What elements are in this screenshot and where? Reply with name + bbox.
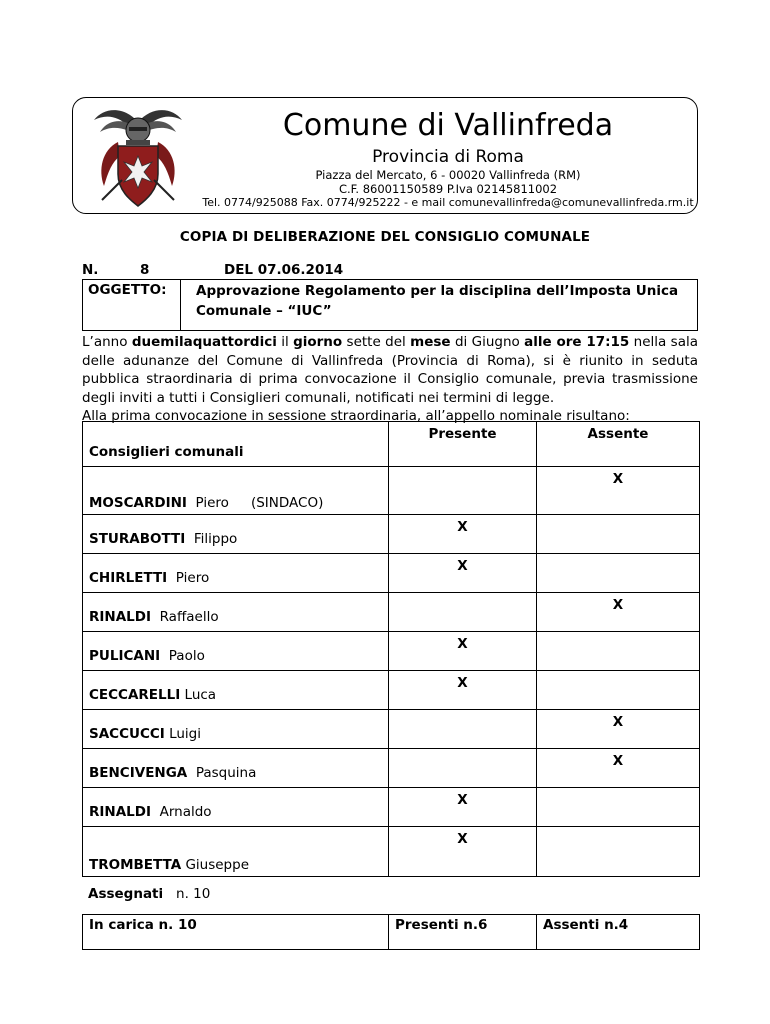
present-cell: X — [389, 827, 537, 877]
surname: RINALDI — [89, 804, 151, 820]
present-cell: X — [389, 788, 537, 827]
absent-cell — [537, 827, 700, 877]
table-row — [83, 467, 700, 515]
table-row — [83, 515, 700, 554]
first-name: Raffaello — [159, 609, 219, 625]
crest-icon — [88, 100, 188, 212]
in-carica-cell: In carica n. 10 — [83, 915, 389, 950]
comune-title: Comune di Vallinfreda — [282, 108, 614, 143]
councillor-name — [83, 827, 389, 877]
first-name: Piero — [175, 570, 210, 586]
surname: MOSCARDINI — [89, 494, 187, 511]
surname: CHIRLETTI — [89, 570, 168, 586]
assenti-cell: Assenti n.4 — [537, 915, 700, 950]
present-cell: X — [389, 515, 537, 554]
present-cell — [389, 710, 537, 749]
councillor-name — [83, 671, 389, 710]
absent-cell — [537, 632, 700, 671]
text-span: il — [276, 334, 294, 350]
surname: BENCIVENGA — [89, 765, 188, 781]
roll-call-intro: Alla prima convocazione in sessione straordinaria, all’appello nominale risultano: — [82, 408, 630, 424]
councillor-name — [83, 788, 389, 827]
text-span: nella sala delle adunanze del Comune di Vallinfreda (Provincia di Roma), si è riunito in seduta pubblica straordinaria di prima convocazione il Consiglio comunale, previa trasmissione degli inviti a tutti i Consiglieri comunali, notificati nei termini di legge. — [82, 334, 698, 406]
surname: RINALDI — [89, 609, 151, 625]
table-row — [83, 593, 700, 632]
councillor-name — [83, 749, 389, 788]
contacts-line: Tel. 0774/925088 Fax. 0774/925222 - e mail comunevallinfreda@comunevallinfreda.rm.it — [202, 196, 694, 209]
summary-row — [83, 915, 700, 950]
summary-table — [82, 914, 700, 950]
assegnati-label: Assegnati — [88, 886, 164, 902]
present-cell — [389, 593, 537, 632]
absent-cell: X — [537, 593, 700, 632]
absent-cell — [537, 671, 700, 710]
absent-cell: X — [537, 749, 700, 788]
body-text — [82, 333, 698, 426]
absent-cell — [537, 515, 700, 554]
col-header-absent: Assente — [537, 422, 700, 467]
address-line: Piazza del Mercato, 6 - 00020 Vallinfreda (RM) — [315, 168, 581, 182]
mese-text: mese — [410, 334, 451, 350]
present-cell: X — [389, 554, 537, 593]
first-name: Paolo — [168, 648, 205, 664]
col-header-name: Consiglieri comunali — [83, 422, 389, 467]
table-header-row — [83, 422, 700, 467]
table-row — [83, 749, 700, 788]
surname: STURABOTTI — [89, 531, 186, 547]
councillor-name — [83, 554, 389, 593]
table-row — [83, 671, 700, 710]
surname: TROMBETTA — [89, 856, 182, 873]
first-name: Piero — [195, 494, 229, 511]
document-title: COPIA DI DELIBERAZIONE DEL CONSIGLIO COMUNALE — [179, 229, 591, 245]
text-span: L’anno — [82, 334, 132, 350]
role: (SINDACO) — [250, 494, 324, 511]
body-paragraph — [82, 333, 698, 407]
col-header-present: Presente — [389, 422, 537, 467]
provincia-subtitle: Provincia di Roma — [372, 147, 524, 167]
deliberation-date: DEL 07.06.2014 — [224, 262, 344, 278]
first-name: Filippo — [193, 531, 238, 547]
first-name: Luca — [184, 687, 217, 703]
first-name: Giuseppe — [185, 856, 250, 873]
present-cell: X — [389, 671, 537, 710]
fiscal-line: C.F. 86001150589 P.Iva 02145811002 — [338, 182, 558, 196]
councillor-name — [83, 467, 389, 515]
number-label: N. — [82, 262, 99, 278]
first-name: Arnaldo — [159, 804, 212, 820]
oggetto-label: OGGETTO: — [88, 282, 167, 298]
time-text: alle ore 17:15 — [524, 334, 630, 350]
absent-cell: X — [537, 467, 700, 515]
first-name: Pasquina — [195, 765, 257, 781]
deliberation-number: 8 — [140, 262, 150, 278]
surname: SACCUCCI — [89, 726, 165, 742]
present-cell: X — [389, 632, 537, 671]
absent-cell — [537, 788, 700, 827]
table-row — [83, 632, 700, 671]
absent-cell — [537, 554, 700, 593]
table-row — [83, 827, 700, 877]
text-span: sette del — [342, 334, 411, 350]
surname: CECCARELLI — [89, 687, 181, 703]
text-span: di Giugno — [450, 334, 525, 350]
table-row — [83, 788, 700, 827]
councillor-name — [83, 710, 389, 749]
first-name: Luigi — [169, 726, 202, 742]
assegnati-line — [88, 886, 210, 902]
presenti-cell: Presenti n.6 — [389, 915, 537, 950]
councillor-name — [83, 632, 389, 671]
surname: PULICANI — [89, 648, 161, 664]
year-text: duemilaquattordici — [131, 334, 277, 350]
table-row — [83, 554, 700, 593]
oggetto-text: Approvazione Regolamento per la disciplina dell’Imposta Unica Comunale – “IUC” — [196, 283, 679, 319]
absent-cell: X — [537, 710, 700, 749]
giorno-text: giorno — [293, 334, 343, 350]
present-cell — [389, 749, 537, 788]
councillor-name — [83, 593, 389, 632]
table-row — [83, 710, 700, 749]
councillor-name — [83, 515, 389, 554]
present-cell — [389, 467, 537, 515]
attendance-table — [82, 421, 700, 877]
oggetto-divider — [180, 279, 181, 331]
assegnati-value: n. 10 — [176, 886, 211, 902]
